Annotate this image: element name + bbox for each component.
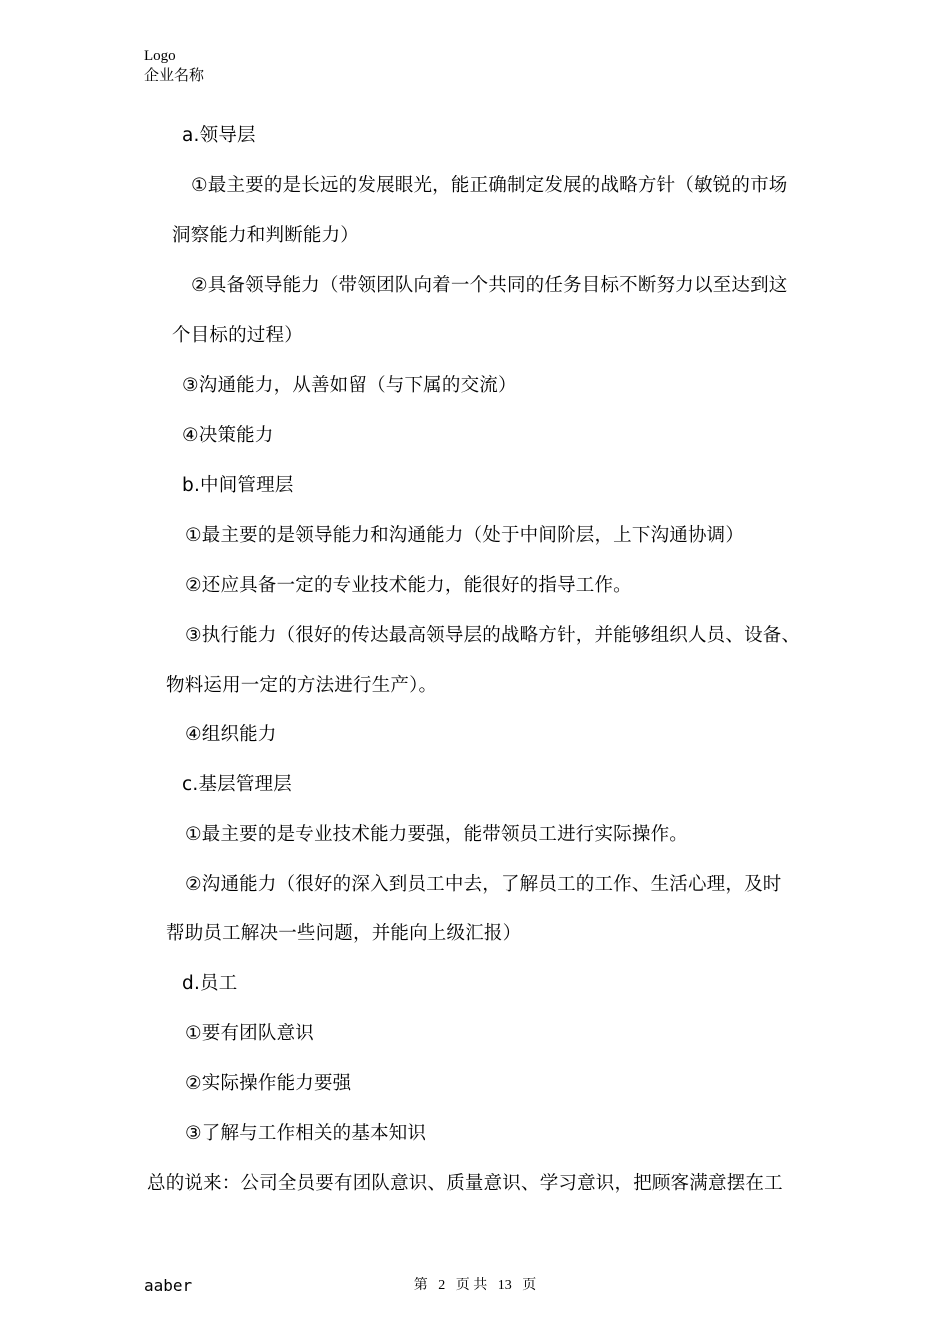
paragraph-line: ②沟通能力（很好的深入到员工中去，了解员工的工作、生活心理，及时 <box>185 874 782 895</box>
section-heading-middle-management: b.中间管理层 <box>182 475 294 496</box>
paragraph-line: ③了解与工作相关的基本知识 <box>185 1123 427 1144</box>
page-header <box>144 46 204 86</box>
paragraph-line: 帮助员工解决一些问题，并能向上级汇报） <box>166 923 522 944</box>
paragraph-line: ③沟通能力，从善如留（与下属的交流） <box>182 375 517 396</box>
paragraph-line: 洞察能力和判断能力） <box>172 225 360 246</box>
paragraph-line: ④决策能力 <box>182 425 274 446</box>
paragraph-line: ②实际操作能力要强 <box>185 1073 352 1094</box>
paragraph-line: ④组织能力 <box>185 724 277 745</box>
logo-text: Logo <box>144 48 176 64</box>
page-current: 2 <box>438 1278 446 1293</box>
paragraph-line: ②还应具备一定的专业技术能力，能很好的指导工作。 <box>185 575 632 596</box>
paragraph-line: ①要有团队意识 <box>185 1023 314 1044</box>
page-prefix: 第 <box>413 1278 428 1293</box>
section-heading-employees: d.员工 <box>182 973 238 994</box>
paragraph-line: ①最主要的是领导能力和沟通能力（处于中间阶层，上下沟通协调） <box>185 525 745 546</box>
paragraph-line: ③执行能力（很好的传达最高领导层的战略方针，并能够组织人员、设备、 <box>185 625 801 646</box>
page-mid: 页 共 <box>455 1278 488 1293</box>
paragraph-line: 物料运用一定的方法进行生产）。 <box>166 675 438 696</box>
paragraph-line: ①最主要的是长远的发展眼光，能正确制定发展的战略方针（敏锐的市场 <box>191 175 788 196</box>
page-number <box>0 1276 950 1296</box>
page-total: 13 <box>497 1278 512 1293</box>
footer-author: aaber <box>144 1276 193 1295</box>
section-heading-leadership: a.领导层 <box>182 125 256 146</box>
section-heading-grassroots-management: c.基层管理层 <box>182 774 292 795</box>
paragraph-line: 个目标的过程） <box>172 325 303 346</box>
paragraph-line: ②具备领导能力（带领团队向着一个共同的任务目标不断努力以至达到这 <box>191 275 788 296</box>
page-suffix: 页 <box>522 1278 537 1293</box>
paragraph-line: ①最主要的是专业技术能力要强，能带领员工进行实际操作。 <box>185 824 688 845</box>
company-name: 企业名称 <box>144 68 205 84</box>
summary-line: 总的说来：公司全员要有团队意识、质量意识、学习意识，把顾客满意摆在工 <box>147 1173 783 1194</box>
